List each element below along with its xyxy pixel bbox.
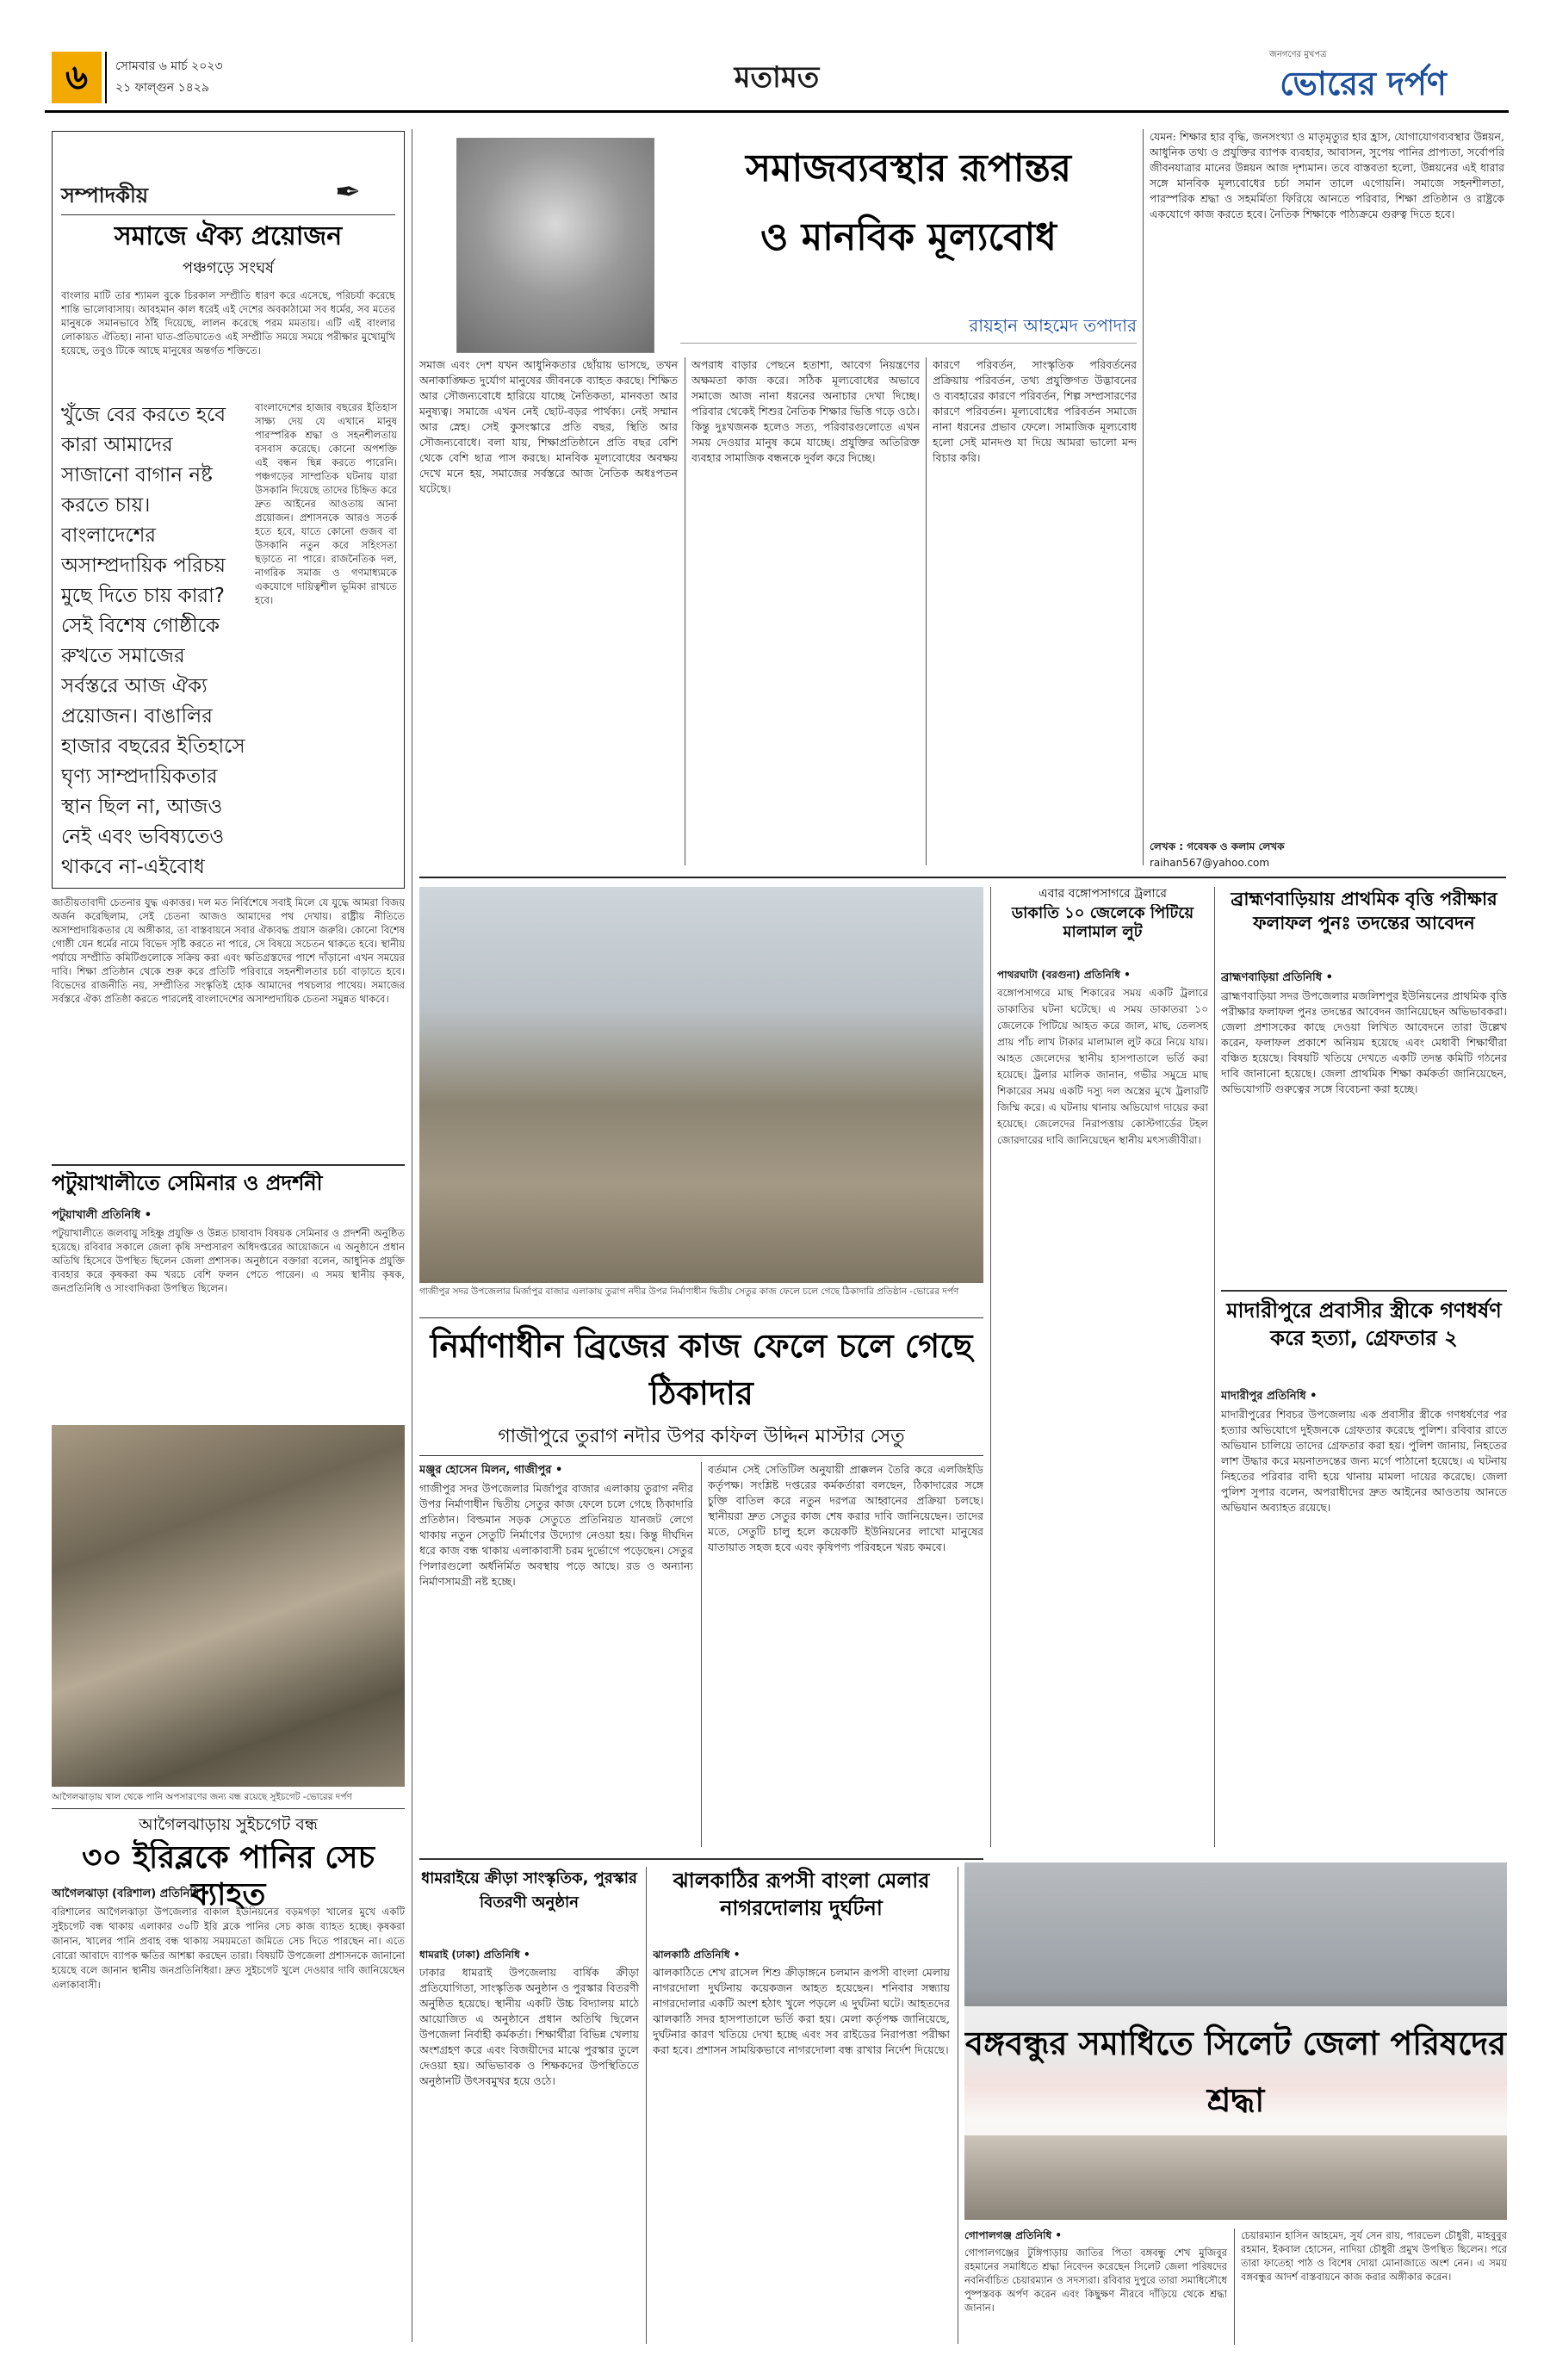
bridge-photo <box>419 887 983 1283</box>
dhamrai-body: ঢাকার ধামরাই উপজেলায় বার্ষিক ক্রীড়া প্রতিযোগিতা, সাংস্কৃতিক অনুষ্ঠান ও পুরস্কার বিতরণী অনুষ্ঠিত হয়েছে। স্থানীয় একটি উচ্চ বিদ্যালয় মাঠে আয়োজিত এ অনুষ্ঠানে প্রধান অতিথি ছিলেন উপজেলা নির্বাহী কর্মকর্তা। শিক্ষার্থীরা বিভিন্ন খেলায় অংশগ্রহণ করে এবং বিজয়ীদের মাঝে পুরস্কার তুলে দেওয়া হয়। অভিভাবক ও শিক্ষকদের উপস্থিতিতে অনুষ্ঠানটি উৎসবমুখর হয়ে ওঠে। <box>419 1966 639 2087</box>
feature-author: রায়হান আহমেদ তপাদার <box>969 315 1137 336</box>
seminar-body: পটুয়াখালীতে জলবায়ু সহিষ্ণু প্রযুক্তি ও উন্নত চাষাবাদ বিষয়ক সেমিনার ও প্রদর্শনী অনুষ্ঠিত হয়েছে। রবিবার সকালে জেলা কৃষি সম্প্রসারণ অধিদপ্তরের আয়োজনে এ অনুষ্ঠানে প্রধান অতিথি হিসেবে উপস্থিত ছিলেন জেলা প্রশাসক। অনুষ্ঠানে বক্তারা বলেন, আধুনিক প্রযুক্তি ব্যবহার করে কৃষকরা কম খরচে বেশি ফলন পেতে পারেন। এ সময় স্থানীয় কৃষক, জনপ্রতিনিধি ও সাংবাদিকরা উপস্থিত ছিলেন। <box>52 1227 405 1294</box>
sylhet-title: বঙ্গবন্ধুর সমাধিতে সিলেট জেলা পরিষদের শ্রদ্ধা <box>964 2006 1507 2135</box>
logo-tagline: জনগণের মুখপত্র <box>1269 50 1327 59</box>
bridge-caption: গাজীপুর সদর উপজেলার মির্জাপুর বাজার এলাকায় তুরাগ নদীর উপর নির্মাণাধীন দ্বিতীয় সেতুর কাজ ফেলে চলে গেছে ঠিকাদারি প্রতিষ্ঠান -ভোরের দর্পণ <box>419 1286 959 1297</box>
dhamrai-byline: ধামরাই (ঢাকা) প্রতিনিধি • <box>419 1949 530 1961</box>
dhamrai-divider <box>646 1867 647 2344</box>
bridge-divider <box>701 1462 702 1847</box>
logo-wordmark: ভোরের দর্পণ <box>1280 64 1447 102</box>
sylhet-col1: গোপালগঞ্জের টুঙ্গিপাড়ায় জাতির পিতা বঙ্গবন্ধু শেখ মুজিবুর রহমানের সমাধিতে শ্রদ্ধা নিবেদন করেছেন সিলেট জেলা পরিষদের নবনির্বাচিত চেয়ারম্যান ও সদস্যরা। রবিবার দুপুরে তারা সমাধিসৌধে পুষ্পস্তবক অর্পণ করেন এবং কিছুক্ষণ নীরবে দাঁড়িয়ে থেকে শ্রদ্ধা জানান। <box>964 2247 1227 2314</box>
page-number: ৬ <box>52 52 102 103</box>
feature-title-line2: ও মানবিক মূল্যবোধ <box>760 215 1057 259</box>
robbery-byline: পাথরঘাটা (বরগুনা) প্রতিনিধি • <box>997 969 1131 981</box>
feature-writer-credit: লেখক : গবেষক ও কলাম লেখক <box>1150 840 1285 852</box>
masthead-rule <box>45 110 1509 113</box>
bridge-title: নির্মাণাধীন ব্রিজের কাজ ফেলে চলে গেছে ঠিকাদার <box>430 1327 973 1412</box>
scholarship-byline: ব্রাহ্মণবাড়িয়া প্রতিনিধি • <box>1221 971 1333 984</box>
feature-col3: কারণে পরিবর্তন, সাংস্কৃতিক পরিবর্তনের প্রক্রিয়ায় পরিবর্তন, তথ্য প্রযুক্তিগত উদ্ভাবনের ও ব্যবহারের কারণে পরিবর্তন, শিল্প সম্প্রসারণের কারণে পরিবর্তন। মূল্যবোধের পরিবর্তন সমাজে নানা ধরনের প্রভাব ফেলে। সামাজিক মূল্যবোধ হলো সেই মানদণ্ড যা দিয়ে আমরা ভালো মন্দ বিচার করি। <box>933 358 1137 464</box>
feature-col1: সমাজ এবং দেশ যখন আধুনিকতার ছোঁয়ায় ভাসছে, তখন অনাকাঙ্ক্ষিত দুর্যোগ মানুষের জীবনকে ব্যাহত করছে। শিক্ষিত আর সৌজন্যবোধে হারিয়ে যাচ্ছে নৈতিকতা, মানবতা আর মনুষ্যত্ব। সমাজে এখন নেই ছোট-বড়র পার্থক্য। নেই সম্মান আর স্নেহ। সেই কুসংস্কারে প্রতি বছর, স্থিতি আর সৌজন্যবোধে। বলা যায়, শিক্ষাপ্রতিষ্ঠানে প্রতি বছর বেশি থেকে বেশি ছাত্র পাস করছে। মানবিক মূল্যবোধের অবক্ষয় দেখে মনে হয়, সমাজের সর্বস্তরে আজ নৈতিক অধঃপতন ঘটেছে। <box>419 358 678 495</box>
jhalokathi-title: ঝালকাঠির রূপসী বাংলা মেলার নাগরদোলায় দুর্ঘটনা <box>673 1869 930 1920</box>
switchgate-caption: আগৈলঝাড়ায় খাল থেকে পানি অপসারণের জন্য বন্ধ রয়েছে সুইচগেট -ভোরের দর্পণ <box>52 1792 352 1802</box>
bridge-col2: বর্তমান সেই সেতিটিল অনুযায়ী প্রাক্কলন তৈরি করে এলজিইডি কর্তৃপক্ষ। সংশ্লিষ্ট দপ্তরের কর্মকর্তারা বলছেন, ঠিকাদারের সঙ্গে চুক্তি বাতিল করে নতুন দরপত্র আহ্বানের প্রক্রিয়া চলছে। স্থানীয়রা দ্রুত সেতুর কাজ শেষ করার দাবি জানিয়েছেন। তাদের মতে, সেতুটি চালু হলে কয়েকটি ইউনিয়নের লাখো মানুষের যাতায়াত সহজ হবে এবং কৃষিপণ্য পরিবহনে খরচ কমবে। <box>708 1463 983 1553</box>
bridge-rule <box>419 1317 983 1318</box>
feature-col4: যেমন: শিক্ষার হার বৃদ্ধি, জনসংখ্যা ও মাতৃমৃত্যুর হার হ্রাস, যোগাযোগব্যবস্থার উন্নয়ন, আধুনিক তথ্য ও প্রযুক্তির ব্যাপক ব্যবহার, আবাসন, সুপেয় পানির প্রাপ্যতা, সর্বোপরি জীবনযাত্রার মানের উন্নয়ন আজ দৃশ্যমান। তবে বাস্তবতা হলো, উন্নয়নের এই ধারার সঙ্গে মানবিক মূল্যবোধের চর্চা সমান তালে এগোয়নি। সমাজে সহনশীলতা, পারস্পরিক শ্রদ্ধা ও সহমর্মিতা ফিরিয়ে আনতে পরিবার, শিক্ষা প্রতিষ্ঠান ও রাষ্ট্রকে একযোগে কাজ করতে হবে। নৈতিক শিক্ষাকে পাঠ্যক্রমে গুরুত্ব দিতে হবে। <box>1150 130 1504 220</box>
editorial-body: জাতীয়তাবাদী চেতনার যুদ্ধ একাত্তর। দল মত নির্বিশেষে সবাই মিলে যে যুদ্ধে আমরা বিজয় অর্জন করেছিলাম, সেই চেতনা আজও আমাদের পথ দেখায়। রাষ্ট্রীয় নীতিতে অসাম্প্রদায়িকতার যে অঙ্গীকার, তা বাস্তবায়নে সবার ঐক্যবদ্ধ প্রয়াস জরুরি। কোনো বিশেষ গোষ্ঠী যেন ধর্মের নামে বিভেদ সৃষ্টি করতে না পারে, সে বিষয়ে সচেতন থাকতে হবে। স্থানীয় পর্যায়ে সম্প্রীতি কমিটিগুলোকে সক্রিয় করা এবং ক্ষতিগ্রস্তদের পাশে দাঁড়ানো এখন সময়ের দাবি। শিক্ষা প্রতিষ্ঠান থেকে শুরু করে প্রতিটি পরিবারে সহনশীলতার চর্চা বাড়াতে হবে। বিভেদের রাজনীতি নয়, সম্প্রীতির সংস্কৃতিই হোক আমাদের পথচলার পাথেয়। সমাজের সর্বস্তরে ঐক্য প্রতিষ্ঠা করতে পারলেই বাংলাদেশের অসাম্প্রদায়িক চেতনা সমুন্নত থাকবে। <box>52 896 405 1005</box>
sylhet-divider <box>1234 2228 1235 2345</box>
dhamrai-title: ধামরাইয়ে ক্রীড়া সাংস্কৃতিক, পুরস্কার বিতরণী অনুষ্ঠান <box>421 1869 637 1912</box>
editorial-box <box>52 131 405 889</box>
editorial-title: সমাজে ঐক্য প্রয়োজন <box>114 221 343 251</box>
bridge-subtitle-rule <box>419 1455 983 1456</box>
date-bangla: ২১ ফাল্গুন ১৪২৯ <box>115 81 209 95</box>
feature-col2: অপরাধ বাড়ার পেছনে হতাশা, আবেগ নিয়ন্ত্রণের অক্ষমতা কাজ করে। সঠিক মূল্যবোধের অভাবে সমাজে আজ নানা ধরনের অনাচার দেখা দিচ্ছে। পরিবার থেকেই শিশুর নৈতিক শিক্ষার ভিত্তি গড়ে ওঠে। কিন্তু দুঃখজনক হলেও সত্য, পরিবারগুলোতে এখন সময় দেওয়ার মানুষ কমে যাচ্ছে। প্রযুক্তির অতিরিক্ত ব্যবহার সামাজিক বন্ধনকে দুর্বল করে দিচ্ছে। <box>691 358 920 464</box>
bridge-subtitle: গাজীপুরে তুরাগ নদীর উপর কফিল উদ্দিন মাস্টার সেতু <box>498 1426 905 1447</box>
feature-divider-2 <box>926 357 927 865</box>
scholarship-body: ব্রাহ্মণবাড়িয়া সদর উপজেলার মজলিশপুর ইউনিয়নের প্রাথমিক বৃত্তি পরীক্ষার ফলাফল পুনঃ তদন্তের আবেদন জানিয়েছেন অভিভাবকরা। জেলা প্রশাসকের কাছে দেওয়া লিখিত আবেদনে তারা উল্লেখ করেন, ফলাফল প্রকাশে অনিয়ম হয়েছে এবং মেধাবী শিক্ষার্থীরা বঞ্চিত হয়েছে। বিষয়টি খতিয়ে দেখতে একটি তদন্ত কমিটি গঠনের দাবি জানানো হয়েছে। জেলা প্রাথমিক শিক্ষা কর্মকর্তা জানিয়েছেন, অভিযোগটি গুরুত্বের সঙ্গে বিবেচনা করা হচ্ছে। <box>1221 989 1507 1095</box>
robbery-title: ডাকাতি ১০ জেলেকে পিটিয়ে মালামাল লুট <box>1011 904 1194 941</box>
jhalokathi-byline: ঝালকাঠি প্রতিনিধি • <box>653 1949 741 1961</box>
scholarship-title: ব্রাহ্মণবাড়িয়ায় প্রাথমিক বৃত্তি পরীক্ষার ফলাফল পুনঃ তদন্তের আবেদন <box>1231 889 1497 933</box>
robbery-kicker: এবার বঙ্গোপসাগরে ট্রলারে <box>1038 887 1167 901</box>
irrigation-title: ৩০ ইরিব্লকে পানির সেচ ব্যাহত <box>81 1840 375 1913</box>
madaripur-title: মাদারীপুরে প্রবাসীর স্ত্রীকে গণধর্ষণ করে হত্যা, গ্রেফতার ২ <box>1226 1298 1502 1350</box>
editorial-pullquote: খুঁজে বের করতে হবে কারা আমাদের সাজানো বাগান নষ্ট করতে চায়। বাংলাদেশের অসাম্প্রদায়িক পরিচয় মুছে দিতে চায় কারা? সেই বিশেষ গোষ্ঠীকে রুখতে সমাজের সর্বস্তরে আজ ঐক্য প্রয়োজন। বাঙালির হাজার বছরের ইতিহাসে ঘৃণ্য সাম্প্রদায়িকতার স্থান ছিল না, আজও নেই এবং ভবিষ্যতেও থাকবে না-এইবোধ <box>61 404 245 878</box>
editorial-subtitle: পঞ্চগড়ে সংঘর্ষ <box>182 259 275 277</box>
lower-center-rule <box>419 1858 983 1860</box>
editorial-header <box>61 175 395 210</box>
feature-writer-email: raihan567@yahoo.com <box>1150 857 1270 869</box>
feature-author-rule <box>680 343 1137 344</box>
irrigation-body: বরিশালের আগৈলঝাড়া উপজেলার বাকাল ইউনিয়নের বড়মগড়া খালের মুখে একটি সুইচগেট বন্ধ থাকায় এলাকার ৩০টি ইরি ব্লকে পানির সেচ কাজ ব্যাহত হচ্ছে। কৃষকরা জানান, খালের পানি প্রবাহ বন্ধ থাকায় সময়মতো জমিতে সেচ দিতে পারছেন না। এতে বোরো আবাদে ব্যাপক ক্ষতির আশঙ্কা করছেন তারা। বিষয়টি উপজেলা প্রশাসনকে জানানো হয়েছে বলে জানান স্থানীয় জনপ্রতিনিধিরা। দ্রুত সুইচগেট খুলে দেওয়ার দাবি জানিয়েছেন এলাকাবাসী। <box>52 1906 405 1991</box>
seminar-title: পটুয়াখালীতে সেমিনার ও প্রদর্শনী <box>52 1171 323 1195</box>
feature-footer <box>1150 840 1504 874</box>
robbery-body: বঙ্গোপসাগরে মাছ শিকারের সময় একটি ট্রলারে ডাকাতির ঘটনা ঘটেছে। এ সময় ডাকাতরা ১০ জেলেকে পিটিয়ে আহত করে জাল, মাছ, তেলসহ প্রায় পাঁচ লাখ টাকার মালামাল লুট করে নিয়ে যায়। আহত জেলেদের স্থানীয় হাসপাতালে ভর্তি করা হয়েছে। ট্রলার মালিক জানান, গভীর সমুদ্রে মাছ শিকারের সময় একটি দস্যু দল অস্ত্রের মুখে ট্রলারটি জিম্মি করে। এ ঘটনায় থানায় অভিযোগ দায়ের করা হয়েছে। জেলেদের নিরাপত্তায় কোস্টগার্ডের টহল জোরদারের দাবি জানিয়েছেন স্থানীয় মৎস্যজীবীরা। <box>997 987 1208 1146</box>
robbery-divider <box>990 887 991 1847</box>
editorial-side-text: বাংলাদেশের হাজার বছরের ইতিহাস সাক্ষ্য দেয় যে এখানে মানুষ পারস্পরিক শ্রদ্ধা ও সহনশীলতায় বসবাস করেছে। কোনো অপশক্তি এই বন্ধন ছিন্ন করতে পারেনি। পঞ্চগড়ের সাম্প্রতিক ঘটনায় যারা উসকানি দিয়েছে তাদের চিহ্নিত করে দ্রুত আইনের আওতায় আনা প্রয়োজন। প্রশাসনকে আরও সতর্ক হতে হবে, যাতে কোনো গুজব বা উসকানি নতুন করে সহিংসতা ছড়াতে না পারে। রাজনৈতিক দল, নাগরিক সমাজ ও গণমাধ্যমকে একযোগে দায়িত্বশীল ভূমিকা রাখতে হবে। <box>255 401 397 606</box>
feature-title-line1: সমাজব্যবস্থার রূপান্তর <box>746 146 1071 190</box>
sylhet-byline: গোপালগঞ্জ প্রতিনিধি • <box>964 2229 1063 2241</box>
seminar-byline: পটুয়াখালী প্রতিনিধি • <box>52 1209 152 1222</box>
newspaper-logo <box>1221 48 1505 108</box>
jhalokathi-body: ঝালকাঠিতে শেখ রাসেল শিশু ক্রীড়াঙ্গনে চলমান রূপসী বাংলা মেলায় নাগরদোলা দুর্ঘটনায় কয়েকজন আহত হয়েছেন। শনিবার সন্ধ্যায় নাগরদোলার একটি অংশ হঠাৎ খুলে পড়লে এ দুর্ঘটনা ঘটে। আহতদের ঝালকাঠি সদর হাসপাতালে ভর্তি করা হয়। মেলা কর্তৃপক্ষ জানিয়েছে, দুর্ঘটনার কারণ খতিয়ে দেখা হচ্ছে এবং সব রাইডের নিরাপত্তা পরীক্ষা করা হবে। প্রশাসন সাময়িকভাবে নাগরদোলা বন্ধ রাখার নির্দেশ দিয়েছে। <box>653 1966 950 2056</box>
feature-divider-3 <box>1143 129 1144 865</box>
irrigation-kicker: আগৈলঝাড়ায় সুইচগেট বন্ধ <box>139 1815 318 1834</box>
bridge-byline: মঞ্জুর হোসেন মিলন, গাজীপুর • <box>419 1464 563 1477</box>
madaripur-rule <box>1221 1290 1507 1292</box>
date-gregorian: সোমবার ৬ মার্চ ২০২৩ <box>115 59 223 73</box>
switchgate-photo <box>52 1425 405 1787</box>
editorial-label: সম্পাদকীয় <box>61 183 149 208</box>
masthead <box>45 48 1509 110</box>
section-title: মতামত <box>734 60 820 95</box>
editorial-intro: বাংলার মাটি তার শ্যামল বুকে চিরকাল সম্প্রীতি ধারণ করে এসেছে, পরিচর্যা করেছে শান্তি ভালোবাসায়। আবহমান কাল ধরেই এই দেশের অবকাঠামো সব ধর্মের, সব মতের মানুষকে সমানভাবে ঠাঁই দিয়েছে, লালন করেছে পরম মমতায়। এটি এই বাংলার লোকায়ত ঐতিহ্য। নানা ঘাত-প্রতিঘাতেও এই সম্প্রীতি সময়ে সময়ে পরীক্ষার মুখোমুখি হয়েছে, তবুও টিকে আছে মানুষের অন্তর্গত শক্তিতে। <box>61 289 395 356</box>
pen-icon: ✒ <box>334 175 361 210</box>
feature-headline <box>680 134 1137 289</box>
date-box <box>105 52 312 103</box>
irrigation-rule <box>52 1808 405 1809</box>
bridge-col1: গাজীপুর সদর উপজেলার মির্জাপুর বাজার এলাকায় তুরাগ নদীর উপর নির্মাণাধীন দ্বিতীয় সেতুর কাজ ফেলে চলে গেছে ঠিকাদারি প্রতিষ্ঠান। বিল্ডমান সড়ক সেতুতে প্রতিনিয়ত যানজট লেগে থাকায় নতুন সেতুটি নির্মাণের উদ্যোগ নেওয়া হয়। কিন্তু দীর্ঘদিন ধরে কাজ বন্ধ থাকায় এলাকাবাসী চরম দুর্ভোগে পড়েছেন। সেতুর পিলারগুলো অর্ধনির্মিত অবস্থায় পড়ে আছে। রড ও অন্যান্য নির্মাণসামগ্রী নষ্ট হচ্ছে। <box>419 1482 693 1588</box>
seminar-top-rule <box>52 1164 405 1166</box>
page-fold-rule <box>419 877 1506 878</box>
author-photo <box>456 138 654 353</box>
editorial-rule <box>61 214 395 215</box>
sylhet-col2: চেয়ারম্যান হাসিন আহমেদ, সুর্য সেন রায়, পারভেল চৌধুরী, মাহবুবুর রহমান, ইকবাল হোসেন, নাদিয়া চৌধুরী প্রমুখ উপস্থিত ছিলেন। পরে তারা ফাতেহা পাঠ ও বিশেষ দোয়া মোনাজাতে অংশ নেন। এ সময় বঙ্গবন্ধুর আদর্শ বাস্তবায়নে কাজ করার অঙ্গীকার করেন। <box>1241 2229 1507 2283</box>
madaripur-body: মাদারীপুরের শিবচর উপজেলায় এক প্রবাসীর স্ত্রীকে গণধর্ষণের পর হত্যার অভিযোগে দুইজনকে গ্রেফতার করেছে পুলিশ। রবিবার রাতে অভিযান চালিয়ে তাদের গ্রেফতার করা হয়। পুলিশ জানায়, নিহতের লাশ উদ্ধার করে ময়নাতদন্তের জন্য মর্গে পাঠানো হয়েছে। এ ঘটনায় নিহতের পরিবার বাদী হয়ে থানায় মামলা দায়ের করেছে। জেলা পুলিশ সুপার বলেন, অপরাধীদের দ্রুত আইনের আওতায় আনতে অভিযান অব্যাহত রয়েছে। <box>1221 1408 1507 1514</box>
madaripur-byline: মাদারীপুর প্রতিনিধি • <box>1221 1390 1318 1403</box>
irrigation-byline: আগৈলঝাড়া (বরিশাল) প্রতিনিধি • <box>52 1887 211 1900</box>
right-news-divider <box>1214 887 1215 1847</box>
